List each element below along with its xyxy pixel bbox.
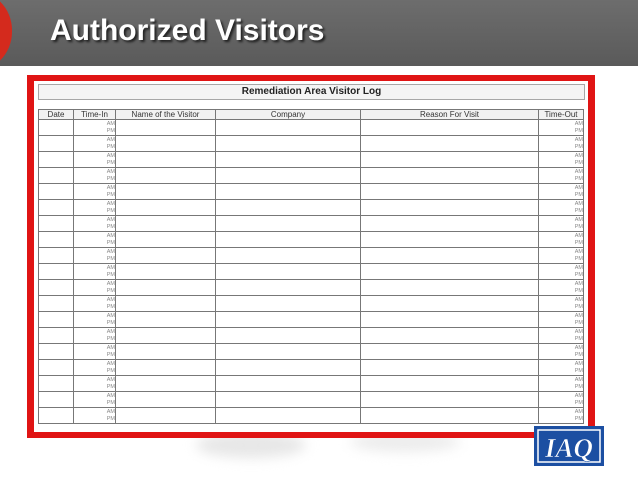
am-label: AM	[574, 377, 583, 383]
time-in-cell	[74, 344, 116, 360]
header-accent-curve	[0, 0, 12, 72]
am-label: AM	[106, 121, 115, 127]
pm-label: PM	[574, 143, 583, 150]
table-header-row	[39, 110, 584, 120]
blank-cell	[116, 328, 216, 344]
blank-cell	[361, 344, 539, 360]
pm-label: PM	[106, 367, 115, 374]
pm-label: PM	[574, 223, 583, 230]
blank-cell	[116, 152, 216, 168]
log-rows	[39, 120, 584, 424]
time-out-cell	[539, 168, 584, 184]
pm-label: PM	[574, 239, 583, 246]
blank-cell	[216, 264, 361, 280]
table-row	[39, 136, 584, 152]
am-label: AM	[574, 137, 583, 143]
time-out-cell	[539, 152, 584, 168]
am-label: AM	[574, 265, 583, 271]
time-in-cell	[74, 312, 116, 328]
am-label: AM	[106, 281, 115, 287]
pm-label: PM	[106, 415, 115, 422]
blank-cell	[39, 376, 74, 392]
pm-label: PM	[574, 159, 583, 166]
blank-cell	[116, 312, 216, 328]
am-label: AM	[106, 153, 115, 159]
time-out-cell	[539, 248, 584, 264]
time-out-cell	[539, 360, 584, 376]
time-in-cell	[74, 200, 116, 216]
time-out-cell	[539, 232, 584, 248]
pm-label: PM	[106, 143, 115, 150]
time-in-cell	[74, 328, 116, 344]
time-in-cell	[74, 216, 116, 232]
blank-cell	[216, 168, 361, 184]
pm-label: PM	[106, 223, 115, 230]
table-row	[39, 296, 584, 312]
time-in-cell	[74, 120, 116, 136]
blank-cell	[116, 120, 216, 136]
am-label: AM	[106, 393, 115, 399]
blank-cell	[39, 392, 74, 408]
time-in-cell	[74, 168, 116, 184]
am-label: AM	[106, 313, 115, 319]
pm-label: PM	[106, 159, 115, 166]
blank-cell	[361, 168, 539, 184]
pm-label: PM	[574, 399, 583, 406]
am-label: AM	[574, 201, 583, 207]
blank-cell	[116, 232, 216, 248]
blank-cell	[216, 232, 361, 248]
blank-cell	[39, 232, 74, 248]
pm-label: PM	[574, 415, 583, 422]
pm-label: PM	[574, 175, 583, 182]
blank-cell	[361, 232, 539, 248]
pm-label: PM	[106, 399, 115, 406]
blank-cell	[39, 216, 74, 232]
table-row	[39, 168, 584, 184]
blank-cell	[116, 344, 216, 360]
blank-cell	[39, 248, 74, 264]
pm-label: PM	[574, 287, 583, 294]
blank-cell	[116, 280, 216, 296]
blank-cell	[216, 184, 361, 200]
blank-cell	[39, 328, 74, 344]
blank-cell	[39, 136, 74, 152]
time-out-cell	[539, 280, 584, 296]
blank-cell	[116, 216, 216, 232]
table-row	[39, 376, 584, 392]
blank-cell	[361, 296, 539, 312]
table-row	[39, 344, 584, 360]
table-row	[39, 408, 584, 424]
time-out-cell	[539, 120, 584, 136]
am-label: AM	[574, 345, 583, 351]
slide-title: Authorized Visitors	[50, 14, 325, 47]
am-label: AM	[106, 361, 115, 367]
table-row	[39, 280, 584, 296]
pm-label: PM	[574, 127, 583, 134]
blank-cell	[216, 280, 361, 296]
time-in-cell	[74, 280, 116, 296]
blank-cell	[361, 136, 539, 152]
am-label: AM	[574, 169, 583, 175]
table-row	[39, 392, 584, 408]
time-out-cell	[539, 136, 584, 152]
pm-label: PM	[106, 303, 115, 310]
time-out-cell	[539, 344, 584, 360]
column-header: Time-Out	[539, 110, 584, 120]
pm-label: PM	[106, 335, 115, 342]
table-row	[39, 200, 584, 216]
blank-cell	[216, 152, 361, 168]
blank-cell	[361, 376, 539, 392]
am-label: AM	[574, 393, 583, 399]
table-row	[39, 248, 584, 264]
time-in-cell	[74, 184, 116, 200]
am-label: AM	[106, 265, 115, 271]
pm-label: PM	[574, 271, 583, 278]
time-out-cell	[539, 312, 584, 328]
table-row	[39, 264, 584, 280]
am-label: AM	[106, 137, 115, 143]
am-label: AM	[106, 297, 115, 303]
time-in-cell	[74, 360, 116, 376]
am-label: AM	[574, 233, 583, 239]
blank-cell	[39, 168, 74, 184]
time-out-cell	[539, 216, 584, 232]
time-out-cell	[539, 200, 584, 216]
pm-label: PM	[106, 127, 115, 134]
time-in-cell	[74, 296, 116, 312]
table-row	[39, 312, 584, 328]
blank-cell	[116, 392, 216, 408]
am-label: AM	[106, 329, 115, 335]
visitor-log-frame	[27, 75, 595, 438]
blank-cell	[216, 376, 361, 392]
pm-label: PM	[574, 319, 583, 326]
time-in-cell	[74, 376, 116, 392]
blank-cell	[216, 120, 361, 136]
pm-label: PM	[574, 367, 583, 374]
blank-cell	[361, 216, 539, 232]
blank-cell	[39, 280, 74, 296]
column-header: Name of the Visitor	[116, 110, 216, 120]
pm-label: PM	[574, 207, 583, 214]
pm-label: PM	[106, 191, 115, 198]
blank-cell	[39, 200, 74, 216]
pm-label: PM	[106, 255, 115, 262]
blank-cell	[361, 152, 539, 168]
am-label: AM	[574, 329, 583, 335]
table-row	[39, 232, 584, 248]
am-label: AM	[574, 409, 583, 415]
time-in-cell	[74, 248, 116, 264]
pm-label: PM	[574, 335, 583, 342]
logo-text: IAQ	[544, 433, 594, 463]
am-label: AM	[106, 377, 115, 383]
pm-label: PM	[106, 271, 115, 278]
am-label: AM	[106, 217, 115, 223]
blank-cell	[361, 248, 539, 264]
blank-cell	[39, 152, 74, 168]
am-label: AM	[106, 169, 115, 175]
am-label: AM	[574, 153, 583, 159]
am-label: AM	[106, 409, 115, 415]
am-label: AM	[106, 345, 115, 351]
blank-cell	[39, 312, 74, 328]
time-in-cell	[74, 136, 116, 152]
table-row	[39, 152, 584, 168]
table-row	[39, 184, 584, 200]
time-out-cell	[539, 328, 584, 344]
pm-label: PM	[574, 191, 583, 198]
table-row	[39, 120, 584, 136]
blank-cell	[216, 216, 361, 232]
blank-cell	[361, 328, 539, 344]
pm-label: PM	[106, 383, 115, 390]
blank-cell	[39, 296, 74, 312]
blank-cell	[361, 392, 539, 408]
pm-label: PM	[574, 255, 583, 262]
blank-cell	[116, 184, 216, 200]
blank-cell	[116, 408, 216, 424]
blank-cell	[216, 248, 361, 264]
time-in-cell	[74, 392, 116, 408]
column-header: Date	[39, 110, 74, 120]
time-in-cell	[74, 264, 116, 280]
time-out-cell	[539, 392, 584, 408]
blank-cell	[116, 376, 216, 392]
blank-cell	[39, 360, 74, 376]
time-in-cell	[74, 152, 116, 168]
pm-label: PM	[106, 351, 115, 358]
pm-label: PM	[106, 319, 115, 326]
blank-cell	[361, 120, 539, 136]
blank-cell	[216, 136, 361, 152]
column-header: Reason For Visit	[361, 110, 539, 120]
am-label: AM	[574, 121, 583, 127]
iaq-logo-icon	[531, 424, 607, 468]
time-out-cell	[539, 184, 584, 200]
blank-cell	[216, 392, 361, 408]
blank-cell	[216, 312, 361, 328]
blank-cell	[116, 296, 216, 312]
blank-cell	[39, 184, 74, 200]
pm-label: PM	[106, 239, 115, 246]
blank-cell	[39, 264, 74, 280]
blank-cell	[116, 200, 216, 216]
pm-label: PM	[106, 287, 115, 294]
blank-cell	[116, 248, 216, 264]
am-label: AM	[106, 201, 115, 207]
visitor-log-table	[38, 109, 584, 424]
pm-label: PM	[106, 175, 115, 182]
time-out-cell	[539, 408, 584, 424]
am-label: AM	[106, 249, 115, 255]
blank-cell	[361, 200, 539, 216]
am-label: AM	[574, 217, 583, 223]
table-row	[39, 360, 584, 376]
time-in-cell	[74, 232, 116, 248]
pm-label: PM	[106, 207, 115, 214]
pm-label: PM	[574, 383, 583, 390]
am-label: AM	[574, 249, 583, 255]
blank-cell	[361, 280, 539, 296]
column-header: Company	[216, 110, 361, 120]
blank-cell	[361, 264, 539, 280]
am-label: AM	[574, 185, 583, 191]
time-out-cell	[539, 296, 584, 312]
pm-label: PM	[574, 303, 583, 310]
blank-cell	[216, 296, 361, 312]
pm-label: PM	[574, 351, 583, 358]
blank-cell	[361, 184, 539, 200]
blank-cell	[361, 408, 539, 424]
am-label: AM	[574, 281, 583, 287]
slide-header	[0, 0, 638, 66]
blank-cell	[116, 136, 216, 152]
blank-cell	[216, 344, 361, 360]
blank-cell	[116, 168, 216, 184]
am-label: AM	[106, 233, 115, 239]
blank-cell	[216, 408, 361, 424]
column-header: Time-In	[74, 110, 116, 120]
blank-cell	[39, 344, 74, 360]
blank-cell	[39, 120, 74, 136]
am-label: AM	[574, 361, 583, 367]
visitor-log-sheet	[34, 81, 588, 432]
blank-cell	[216, 360, 361, 376]
blank-cell	[116, 264, 216, 280]
time-out-cell	[539, 264, 584, 280]
am-label: AM	[574, 297, 583, 303]
blank-cell	[361, 312, 539, 328]
table-row	[39, 328, 584, 344]
time-in-cell	[74, 408, 116, 424]
log-title: Remediation Area Visitor Log	[38, 84, 585, 100]
blank-cell	[216, 200, 361, 216]
am-label: AM	[574, 313, 583, 319]
blank-cell	[39, 408, 74, 424]
blank-cell	[216, 328, 361, 344]
table-row	[39, 216, 584, 232]
am-label: AM	[106, 185, 115, 191]
blank-cell	[116, 360, 216, 376]
blank-cell	[361, 360, 539, 376]
time-out-cell	[539, 376, 584, 392]
